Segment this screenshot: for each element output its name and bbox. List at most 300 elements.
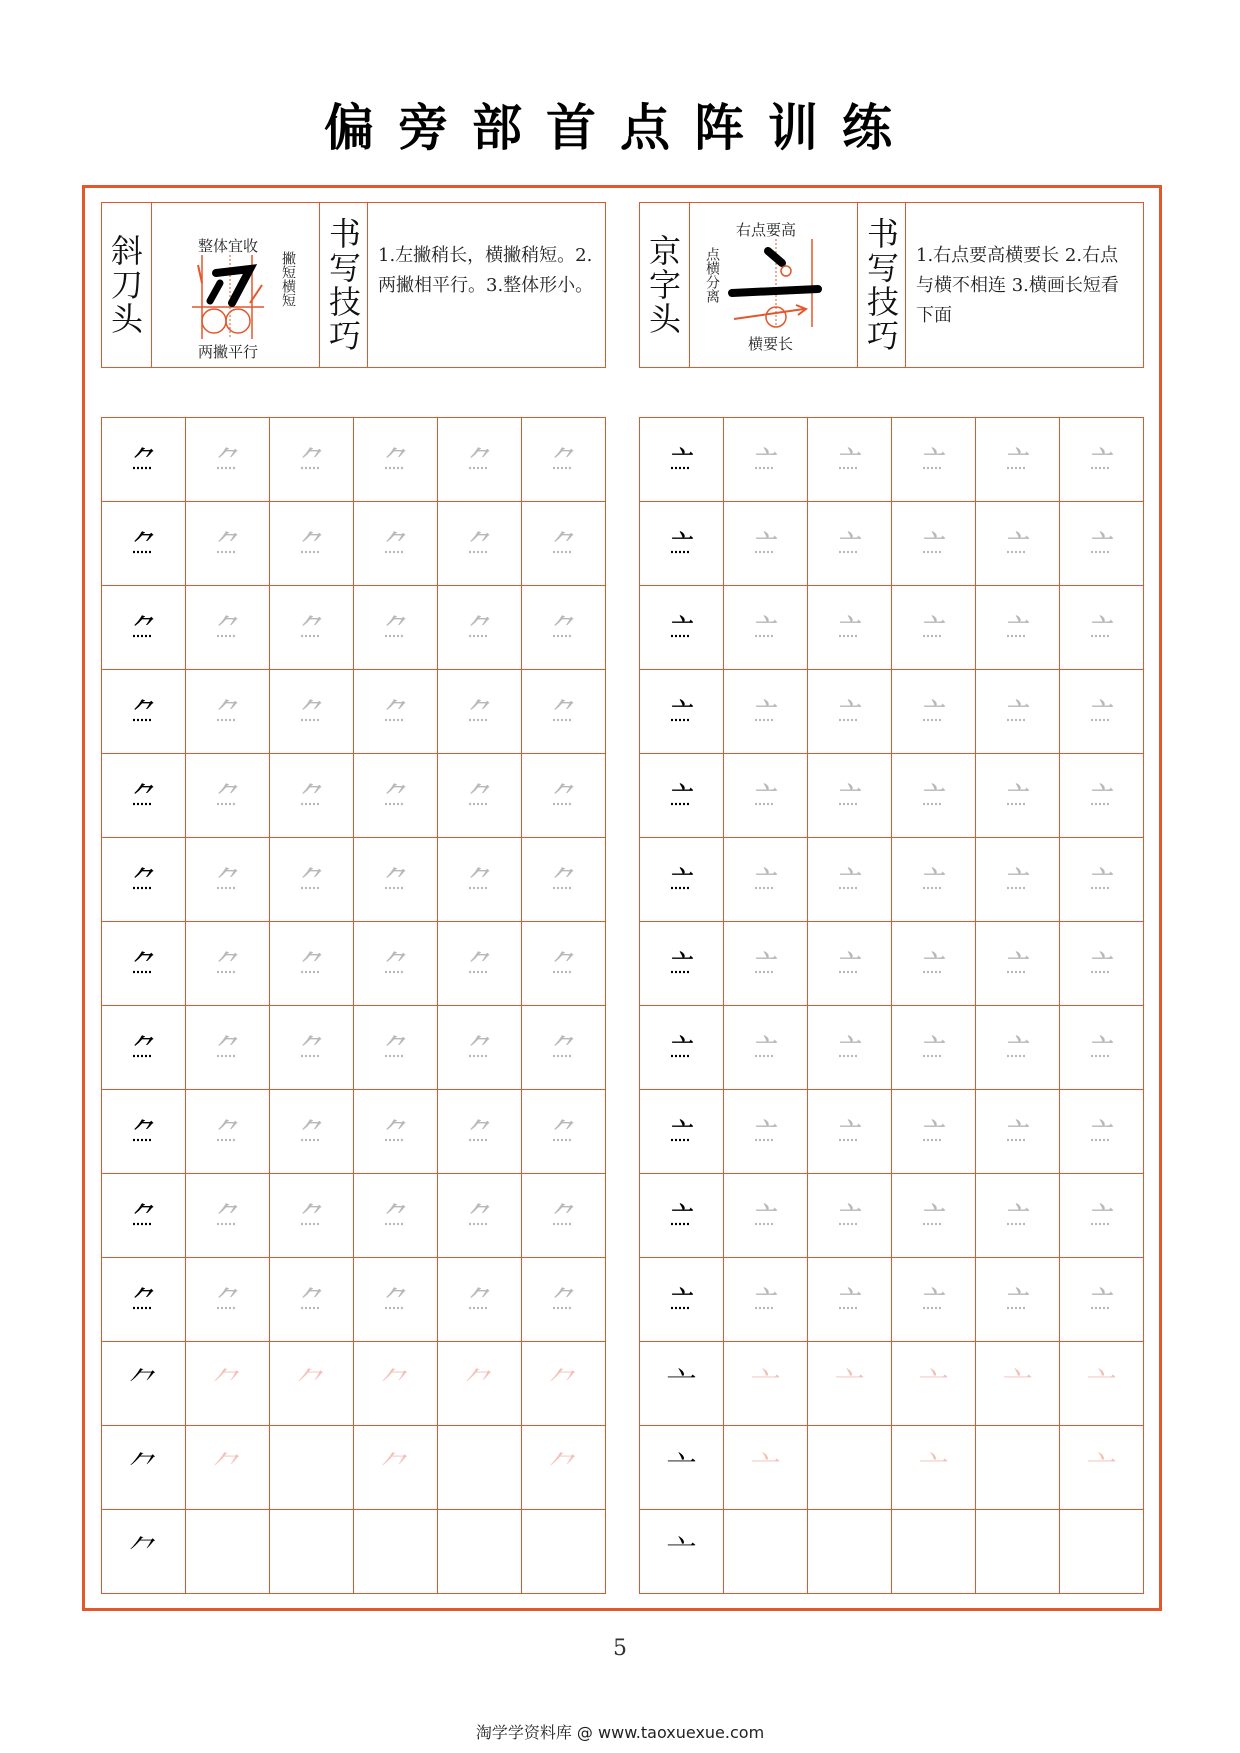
left-grid-cell[interactable] bbox=[354, 1342, 438, 1426]
left-grid-cell[interactable] bbox=[186, 1006, 270, 1090]
left-grid-cell[interactable] bbox=[354, 838, 438, 922]
dotted-trace-glyph: ⺈ bbox=[553, 1118, 574, 1144]
right-grid-cell[interactable] bbox=[1060, 586, 1144, 670]
right-grid-cell[interactable] bbox=[808, 670, 892, 754]
right-grid-cell[interactable] bbox=[892, 1510, 976, 1594]
left-grid-cell[interactable] bbox=[270, 418, 354, 502]
left-grid-cell[interactable] bbox=[354, 418, 438, 502]
dotted-model-glyph: 亠 bbox=[671, 614, 692, 640]
left-grid-cell[interactable] bbox=[354, 922, 438, 1006]
dotted-trace-glyph: ⺈ bbox=[301, 698, 322, 724]
dotted-model-glyph: ⺈ bbox=[133, 950, 154, 976]
left-tips-cell bbox=[368, 203, 605, 367]
left-grid-cell[interactable] bbox=[522, 502, 606, 586]
left-diagram-illustration bbox=[192, 255, 282, 339]
right-grid-cell[interactable] bbox=[1060, 418, 1144, 502]
dotted-trace-glyph: 亠 bbox=[923, 866, 944, 892]
dotted-trace-glyph: 亠 bbox=[755, 782, 776, 808]
dotted-trace-glyph: ⺈ bbox=[217, 1202, 238, 1228]
dotted-trace-glyph: ⺈ bbox=[217, 1034, 238, 1060]
right-grid-cell[interactable] bbox=[724, 754, 808, 838]
dotted-trace-glyph: 亠 bbox=[755, 1286, 776, 1312]
dotted-model-glyph: ⺈ bbox=[133, 446, 154, 472]
dotted-trace-glyph: ⺈ bbox=[385, 446, 406, 472]
dotted-trace-glyph: ⺈ bbox=[385, 530, 406, 556]
left-grid-cell[interactable] bbox=[102, 1090, 186, 1174]
stroke-trace-glyph: ⺈ bbox=[548, 1449, 579, 1485]
dotted-trace-glyph: ⺈ bbox=[553, 1202, 574, 1228]
right-radical-name: 京字头 bbox=[644, 234, 682, 336]
left-grid-cell[interactable] bbox=[354, 586, 438, 670]
stroke-trace-glyph: ⺈ bbox=[212, 1449, 243, 1485]
right-grid-cell[interactable] bbox=[1060, 1510, 1144, 1594]
left-grid-cell[interactable] bbox=[522, 670, 606, 754]
right-grid-cell[interactable] bbox=[724, 1006, 808, 1090]
stroke-trace-glyph: 亠 bbox=[834, 1365, 865, 1401]
right-grid-cell[interactable] bbox=[892, 754, 976, 838]
right-grid-cell[interactable] bbox=[724, 418, 808, 502]
right-grid-cell[interactable] bbox=[1060, 1258, 1144, 1342]
dotted-model-glyph: ⺈ bbox=[133, 614, 154, 640]
dotted-trace-glyph: 亠 bbox=[839, 1118, 860, 1144]
dotted-model-glyph: 亠 bbox=[671, 1202, 692, 1228]
left-grid-cell[interactable] bbox=[186, 1174, 270, 1258]
left-radical-name-cell bbox=[102, 203, 152, 367]
dotted-trace-glyph: 亠 bbox=[923, 614, 944, 640]
dotted-trace-glyph: 亠 bbox=[1007, 1118, 1028, 1144]
left-grid-cell[interactable] bbox=[438, 838, 522, 922]
left-grid-cell[interactable] bbox=[270, 502, 354, 586]
left-header-box bbox=[101, 202, 606, 368]
right-grid-cell[interactable] bbox=[1060, 1090, 1144, 1174]
right-grid-cell[interactable] bbox=[808, 1006, 892, 1090]
dotted-trace-glyph: ⺈ bbox=[217, 866, 238, 892]
left-skill-label-cell bbox=[320, 203, 368, 367]
right-grid-cell[interactable] bbox=[892, 1426, 976, 1510]
right-grid-cell[interactable] bbox=[976, 1342, 1060, 1426]
dotted-trace-glyph: 亠 bbox=[839, 446, 860, 472]
dotted-trace-glyph: ⺈ bbox=[553, 950, 574, 976]
dotted-trace-glyph: 亠 bbox=[1007, 782, 1028, 808]
right-grid-cell[interactable] bbox=[1060, 1426, 1144, 1510]
right-grid-cell[interactable] bbox=[808, 1342, 892, 1426]
right-grid-cell[interactable] bbox=[808, 418, 892, 502]
right-grid-cell[interactable] bbox=[724, 1426, 808, 1510]
dotted-trace-glyph: 亠 bbox=[1007, 1286, 1028, 1312]
right-header-box bbox=[639, 202, 1144, 368]
right-grid-cell[interactable] bbox=[808, 1510, 892, 1594]
stroke-trace-glyph: 亠 bbox=[1002, 1365, 1033, 1401]
right-grid-cell[interactable] bbox=[1060, 670, 1144, 754]
dotted-trace-glyph: ⺈ bbox=[469, 446, 490, 472]
right-grid-cell[interactable] bbox=[724, 1510, 808, 1594]
left-grid-cell[interactable] bbox=[102, 418, 186, 502]
left-grid-cell[interactable] bbox=[186, 1342, 270, 1426]
dotted-trace-glyph: 亠 bbox=[1007, 866, 1028, 892]
page-title: 偏旁部首点阵训练 bbox=[324, 98, 916, 157]
dotted-trace-glyph: ⺈ bbox=[553, 866, 574, 892]
right-grid-cell[interactable] bbox=[640, 586, 724, 670]
dotted-model-glyph: 亠 bbox=[671, 698, 692, 724]
right-grid-cell[interactable] bbox=[892, 1342, 976, 1426]
stroke-trace-glyph: ⺈ bbox=[296, 1365, 327, 1401]
dotted-trace-glyph: ⺈ bbox=[301, 530, 322, 556]
dotted-trace-glyph: 亠 bbox=[755, 1034, 776, 1060]
dotted-trace-glyph: ⺈ bbox=[553, 530, 574, 556]
left-grid-cell[interactable] bbox=[102, 1510, 186, 1594]
left-grid-cell[interactable] bbox=[522, 1174, 606, 1258]
right-grid-cell[interactable] bbox=[808, 922, 892, 1006]
left-grid-cell[interactable] bbox=[270, 1426, 354, 1510]
left-grid-cell[interactable] bbox=[522, 1258, 606, 1342]
left-grid-cell[interactable] bbox=[438, 1258, 522, 1342]
right-grid-cell[interactable] bbox=[640, 838, 724, 922]
dotted-trace-glyph: 亠 bbox=[839, 866, 860, 892]
right-diagram-illustration bbox=[724, 239, 834, 329]
left-grid-cell[interactable] bbox=[186, 418, 270, 502]
right-diagram-left-label: 点横分离 bbox=[704, 247, 720, 303]
right-grid-cell[interactable] bbox=[640, 1090, 724, 1174]
dotted-trace-glyph: 亠 bbox=[1091, 530, 1112, 556]
right-grid-cell[interactable] bbox=[892, 922, 976, 1006]
left-stroke-diagram bbox=[152, 203, 319, 367]
right-grid-cell[interactable] bbox=[976, 838, 1060, 922]
left-grid-cell[interactable] bbox=[102, 1174, 186, 1258]
left-grid-cell[interactable] bbox=[102, 1006, 186, 1090]
left-grid-cell[interactable] bbox=[270, 670, 354, 754]
left-grid-cell[interactable] bbox=[186, 1426, 270, 1510]
dotted-trace-glyph: ⺈ bbox=[385, 698, 406, 724]
dotted-trace-glyph: 亠 bbox=[1007, 446, 1028, 472]
dotted-trace-glyph: ⺈ bbox=[301, 614, 322, 640]
right-grid-cell[interactable] bbox=[892, 1006, 976, 1090]
right-diagram-bottom-label: 横要长 bbox=[748, 335, 794, 353]
left-grid-cell[interactable] bbox=[522, 922, 606, 1006]
right-grid-cell[interactable] bbox=[724, 502, 808, 586]
left-grid-cell[interactable] bbox=[270, 1342, 354, 1426]
right-grid-cell[interactable] bbox=[640, 1174, 724, 1258]
footer-watermark: 淘学学资料库 @ www.taoxuexue.com bbox=[475, 1723, 765, 1742]
right-radical-name-cell bbox=[640, 203, 690, 367]
right-grid-cell[interactable] bbox=[640, 1342, 724, 1426]
right-grid-cell[interactable] bbox=[640, 1510, 724, 1594]
right-grid-cell[interactable] bbox=[892, 1090, 976, 1174]
right-grid-cell[interactable] bbox=[724, 1090, 808, 1174]
left-grid-cell[interactable] bbox=[522, 1090, 606, 1174]
right-grid-cell[interactable] bbox=[892, 838, 976, 922]
dotted-trace-glyph: 亠 bbox=[1091, 1118, 1112, 1144]
dotted-trace-glyph: ⺈ bbox=[553, 698, 574, 724]
left-grid-cell[interactable] bbox=[186, 586, 270, 670]
left-grid-cell[interactable] bbox=[102, 1342, 186, 1426]
dotted-trace-glyph: ⺈ bbox=[217, 614, 238, 640]
left-grid-cell[interactable] bbox=[438, 1510, 522, 1594]
dotted-trace-glyph: 亠 bbox=[755, 698, 776, 724]
right-grid-cell[interactable] bbox=[1060, 1342, 1144, 1426]
right-grid-cell[interactable] bbox=[640, 1258, 724, 1342]
right-grid-cell[interactable] bbox=[808, 1258, 892, 1342]
left-grid-cell[interactable] bbox=[186, 922, 270, 1006]
right-grid-cell[interactable] bbox=[892, 670, 976, 754]
left-grid-cell[interactable] bbox=[522, 1006, 606, 1090]
left-grid-cell[interactable] bbox=[102, 754, 186, 838]
right-grid-cell[interactable] bbox=[808, 838, 892, 922]
dotted-trace-glyph: 亠 bbox=[839, 1202, 860, 1228]
right-grid-cell[interactable] bbox=[808, 502, 892, 586]
right-grid-cell[interactable] bbox=[976, 586, 1060, 670]
dotted-trace-glyph: 亠 bbox=[755, 530, 776, 556]
stroke-trace-glyph: 亠 bbox=[1086, 1449, 1117, 1485]
dotted-trace-glyph: 亠 bbox=[923, 782, 944, 808]
dotted-trace-glyph: ⺈ bbox=[301, 446, 322, 472]
right-grid-cell[interactable] bbox=[724, 838, 808, 922]
right-grid-cell[interactable] bbox=[976, 1426, 1060, 1510]
left-grid-cell[interactable] bbox=[438, 922, 522, 1006]
right-grid-cell[interactable] bbox=[808, 586, 892, 670]
dotted-trace-glyph: 亠 bbox=[1091, 614, 1112, 640]
right-grid-cell[interactable] bbox=[976, 670, 1060, 754]
left-grid-cell[interactable] bbox=[438, 586, 522, 670]
dotted-trace-glyph: ⺈ bbox=[469, 1286, 490, 1312]
left-grid-cell[interactable] bbox=[354, 1006, 438, 1090]
dotted-trace-glyph: 亠 bbox=[923, 1286, 944, 1312]
dotted-trace-glyph: 亠 bbox=[1091, 446, 1112, 472]
dotted-trace-glyph: 亠 bbox=[839, 950, 860, 976]
left-grid-cell[interactable] bbox=[438, 1090, 522, 1174]
dotted-trace-glyph: ⺈ bbox=[385, 1034, 406, 1060]
dotted-model-glyph: 亠 bbox=[671, 1286, 692, 1312]
left-grid-cell[interactable] bbox=[354, 1510, 438, 1594]
dotted-trace-glyph: 亠 bbox=[839, 698, 860, 724]
left-grid-cell[interactable] bbox=[186, 502, 270, 586]
left-grid-cell[interactable] bbox=[522, 1510, 606, 1594]
right-grid-cell[interactable] bbox=[640, 418, 724, 502]
right-grid-cell[interactable] bbox=[724, 1258, 808, 1342]
left-diagram-cell bbox=[152, 203, 320, 367]
left-grid-cell[interactable] bbox=[354, 670, 438, 754]
left-grid-cell[interactable] bbox=[270, 1510, 354, 1594]
right-grid-cell[interactable] bbox=[976, 1006, 1060, 1090]
right-grid-cell[interactable] bbox=[1060, 502, 1144, 586]
dotted-trace-glyph: ⺈ bbox=[385, 782, 406, 808]
left-grid-cell[interactable] bbox=[438, 670, 522, 754]
left-grid-cell[interactable] bbox=[354, 502, 438, 586]
dotted-trace-glyph: ⺈ bbox=[301, 1202, 322, 1228]
dotted-trace-glyph: ⺈ bbox=[553, 782, 574, 808]
dotted-model-glyph: 亠 bbox=[671, 866, 692, 892]
dotted-trace-glyph: ⺈ bbox=[469, 698, 490, 724]
right-grid-cell[interactable] bbox=[724, 1342, 808, 1426]
stroke-trace-glyph: ⺈ bbox=[464, 1365, 495, 1401]
right-grid-cell[interactable] bbox=[976, 1258, 1060, 1342]
left-grid-cell[interactable] bbox=[270, 586, 354, 670]
right-grid-cell[interactable] bbox=[640, 922, 724, 1006]
right-grid-cell[interactable] bbox=[892, 502, 976, 586]
left-grid-cell[interactable] bbox=[270, 1006, 354, 1090]
right-grid-cell[interactable] bbox=[640, 670, 724, 754]
dotted-trace-glyph: ⺈ bbox=[217, 698, 238, 724]
right-grid-cell[interactable] bbox=[976, 1174, 1060, 1258]
dotted-trace-glyph: ⺈ bbox=[469, 530, 490, 556]
right-grid-cell[interactable] bbox=[640, 1426, 724, 1510]
right-grid-cell[interactable] bbox=[976, 1090, 1060, 1174]
left-grid-cell[interactable] bbox=[186, 1090, 270, 1174]
right-stroke-diagram bbox=[690, 203, 857, 367]
dotted-trace-glyph: 亠 bbox=[839, 530, 860, 556]
dotted-trace-glyph: 亠 bbox=[1007, 614, 1028, 640]
right-grid-cell[interactable] bbox=[976, 502, 1060, 586]
dotted-trace-glyph: 亠 bbox=[839, 782, 860, 808]
left-grid-cell[interactable] bbox=[438, 1426, 522, 1510]
dotted-trace-glyph: ⺈ bbox=[217, 1286, 238, 1312]
left-grid-cell[interactable] bbox=[354, 1174, 438, 1258]
right-grid-cell[interactable] bbox=[808, 754, 892, 838]
stroke-trace-glyph: 亠 bbox=[750, 1449, 781, 1485]
right-diagram-top-label: 右点要高 bbox=[736, 221, 797, 239]
dotted-trace-glyph: ⺈ bbox=[553, 614, 574, 640]
left-grid-cell[interactable] bbox=[102, 1426, 186, 1510]
left-grid-cell[interactable] bbox=[186, 838, 270, 922]
left-grid-cell[interactable] bbox=[270, 1258, 354, 1342]
left-practice-grid bbox=[101, 417, 606, 1594]
right-grid-cell[interactable] bbox=[892, 586, 976, 670]
left-grid-cell[interactable] bbox=[102, 838, 186, 922]
dotted-trace-glyph: ⺈ bbox=[553, 1286, 574, 1312]
right-grid-cell[interactable] bbox=[1060, 1174, 1144, 1258]
right-grid-cell[interactable] bbox=[724, 586, 808, 670]
right-grid-cell[interactable] bbox=[724, 670, 808, 754]
dotted-trace-glyph: 亠 bbox=[755, 1202, 776, 1228]
left-grid-cell[interactable] bbox=[522, 754, 606, 838]
dotted-model-glyph: 亠 bbox=[671, 950, 692, 976]
right-grid-cell[interactable] bbox=[976, 922, 1060, 1006]
left-grid-cell[interactable] bbox=[270, 922, 354, 1006]
stroke-trace-glyph: 亠 bbox=[918, 1365, 949, 1401]
dotted-trace-glyph: ⺈ bbox=[553, 446, 574, 472]
left-grid-cell[interactable] bbox=[270, 1090, 354, 1174]
stroke-trace-glyph: ⺈ bbox=[380, 1365, 411, 1401]
dotted-trace-glyph: ⺈ bbox=[217, 782, 238, 808]
dotted-trace-glyph: 亠 bbox=[923, 698, 944, 724]
dotted-trace-glyph: 亠 bbox=[1091, 1286, 1112, 1312]
right-grid-cell[interactable] bbox=[976, 1510, 1060, 1594]
right-tips-cell bbox=[906, 203, 1143, 367]
left-grid-cell[interactable] bbox=[522, 586, 606, 670]
right-grid-cell[interactable] bbox=[976, 754, 1060, 838]
dotted-model-glyph: 亠 bbox=[671, 1118, 692, 1144]
left-grid-cell[interactable] bbox=[354, 1258, 438, 1342]
stroke-trace-glyph: ⺈ bbox=[212, 1365, 243, 1401]
dotted-trace-glyph: ⺈ bbox=[385, 950, 406, 976]
left-grid-cell[interactable] bbox=[186, 754, 270, 838]
dotted-model-glyph: ⺈ bbox=[133, 1034, 154, 1060]
left-grid-cell[interactable] bbox=[354, 754, 438, 838]
right-grid-cell[interactable] bbox=[976, 418, 1060, 502]
dotted-model-glyph: ⺈ bbox=[133, 698, 154, 724]
right-grid-cell[interactable] bbox=[1060, 922, 1144, 1006]
right-grid-cell[interactable] bbox=[892, 418, 976, 502]
dotted-trace-glyph: ⺈ bbox=[301, 1286, 322, 1312]
left-grid-cell[interactable] bbox=[270, 838, 354, 922]
left-grid-cell[interactable] bbox=[186, 1258, 270, 1342]
dotted-trace-glyph: 亠 bbox=[1091, 1034, 1112, 1060]
dotted-trace-glyph: ⺈ bbox=[385, 1118, 406, 1144]
right-grid-cell[interactable] bbox=[640, 502, 724, 586]
right-grid-cell[interactable] bbox=[640, 1006, 724, 1090]
left-grid-cell[interactable] bbox=[270, 754, 354, 838]
left-grid-cell[interactable] bbox=[102, 670, 186, 754]
dotted-trace-glyph: ⺈ bbox=[385, 866, 406, 892]
dotted-trace-glyph: ⺈ bbox=[301, 1034, 322, 1060]
right-grid-cell[interactable] bbox=[640, 754, 724, 838]
left-tips-text: 1.左撇稍长，横撇稍短。2.两撇相平行。3.整体形小。 bbox=[378, 245, 594, 296]
dotted-model-glyph: 亠 bbox=[671, 446, 692, 472]
right-tips-text: 1.右点要高横要长 2.右点与横不相连 3.横画长短看下面 bbox=[916, 245, 1119, 326]
left-grid-cell[interactable] bbox=[438, 1342, 522, 1426]
left-grid-cell[interactable] bbox=[354, 1426, 438, 1510]
dotted-trace-glyph: 亠 bbox=[755, 866, 776, 892]
dotted-trace-glyph: ⺈ bbox=[385, 614, 406, 640]
left-grid-cell[interactable] bbox=[102, 1258, 186, 1342]
right-grid-cell[interactable] bbox=[808, 1426, 892, 1510]
right-grid-cell[interactable] bbox=[1060, 1006, 1144, 1090]
dotted-trace-glyph: 亠 bbox=[1007, 1034, 1028, 1060]
left-grid-cell[interactable] bbox=[186, 1510, 270, 1594]
dotted-trace-glyph: ⺈ bbox=[217, 530, 238, 556]
left-grid-cell[interactable] bbox=[522, 418, 606, 502]
right-grid-cell[interactable] bbox=[892, 1174, 976, 1258]
left-grid-cell[interactable] bbox=[522, 1342, 606, 1426]
left-grid-cell[interactable] bbox=[522, 838, 606, 922]
left-grid-cell[interactable] bbox=[102, 922, 186, 1006]
left-grid-cell[interactable] bbox=[186, 670, 270, 754]
left-grid-cell[interactable] bbox=[354, 1090, 438, 1174]
dotted-trace-glyph: ⺈ bbox=[469, 782, 490, 808]
dotted-trace-glyph: ⺈ bbox=[469, 1202, 490, 1228]
left-grid-cell[interactable] bbox=[102, 502, 186, 586]
dotted-trace-glyph: 亠 bbox=[1007, 950, 1028, 976]
left-grid-cell[interactable] bbox=[438, 418, 522, 502]
right-grid-cell[interactable] bbox=[724, 922, 808, 1006]
dotted-model-glyph: ⺈ bbox=[133, 530, 154, 556]
left-grid-cell[interactable] bbox=[102, 586, 186, 670]
left-grid-cell[interactable] bbox=[270, 1174, 354, 1258]
right-grid-cell[interactable] bbox=[808, 1174, 892, 1258]
right-diagram-cell bbox=[690, 203, 858, 367]
right-grid-cell[interactable] bbox=[808, 1090, 892, 1174]
dotted-trace-glyph: ⺈ bbox=[217, 446, 238, 472]
left-grid-cell[interactable] bbox=[438, 1174, 522, 1258]
left-grid-cell[interactable] bbox=[438, 502, 522, 586]
right-grid-cell[interactable] bbox=[892, 1258, 976, 1342]
right-skill-label: 书写技巧 bbox=[862, 217, 900, 353]
dotted-model-glyph: 亠 bbox=[671, 530, 692, 556]
dotted-model-glyph: 亠 bbox=[671, 782, 692, 808]
right-grid-cell[interactable] bbox=[1060, 838, 1144, 922]
dotted-trace-glyph: ⺈ bbox=[217, 1118, 238, 1144]
left-radical-name: 斜刀头 bbox=[106, 234, 144, 336]
left-grid-cell[interactable] bbox=[438, 754, 522, 838]
left-grid-cell[interactable] bbox=[438, 1006, 522, 1090]
dotted-trace-glyph: 亠 bbox=[923, 1034, 944, 1060]
dotted-trace-glyph: 亠 bbox=[839, 614, 860, 640]
right-grid-cell[interactable] bbox=[724, 1174, 808, 1258]
stroke-model-glyph: ⺈ bbox=[128, 1365, 159, 1401]
right-skill-label-cell bbox=[858, 203, 906, 367]
left-grid-cell[interactable] bbox=[522, 1426, 606, 1510]
dotted-trace-glyph: 亠 bbox=[755, 614, 776, 640]
right-grid-cell[interactable] bbox=[1060, 754, 1144, 838]
